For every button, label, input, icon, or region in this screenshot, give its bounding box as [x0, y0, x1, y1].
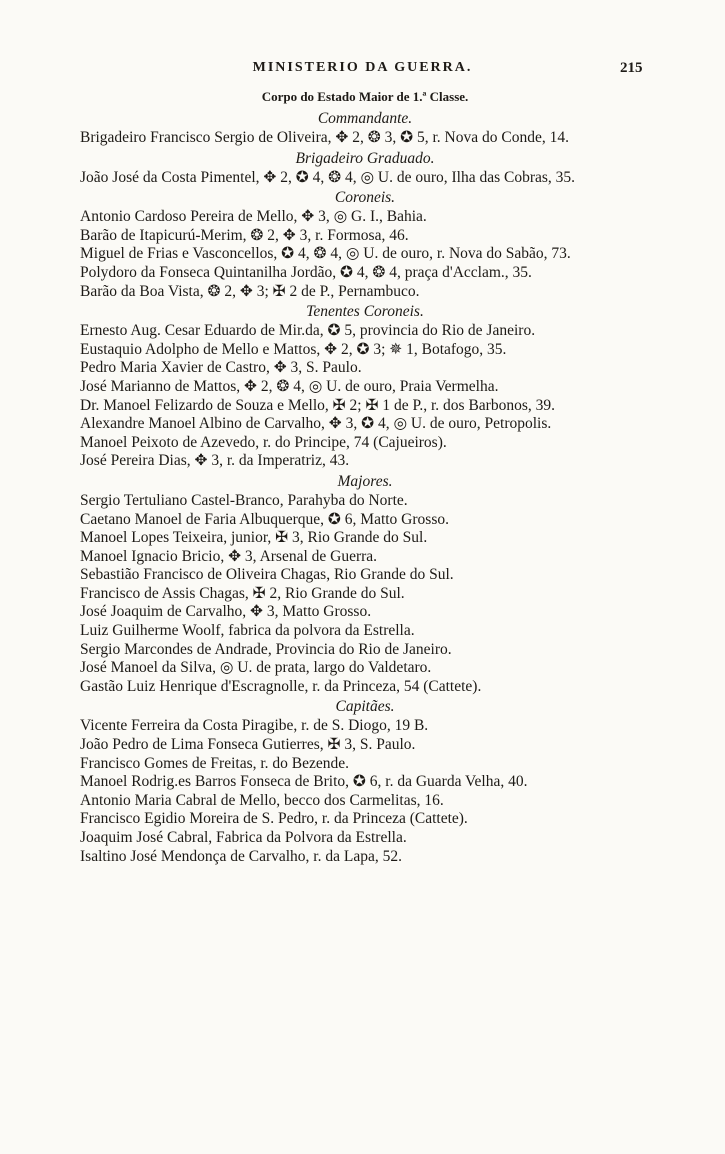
- officer-entry: Luiz Guilherme Woolf, fabrica da polvora da Estrella.: [80, 622, 415, 640]
- officer-entry: Polydoro da Fonseca Quintanilha Jordão, ✪ 4, ❂ 4, praça d'Acclam., 35.: [80, 263, 532, 281]
- officer-entry: Barão de Itapicurú-Merim, ❂ 2, ✥ 3, r. Formosa, 46.: [80, 226, 409, 244]
- officer-entry: João José da Costa Pimentel, ✥ 2, ✪ 4, ❂ 4, ◎ U. de ouro, Ilha das Cobras, 35.: [80, 168, 576, 186]
- officer-entry: Miguel de Frias e Vasconcellos, ✪ 4, ❂ 4, ◎ U. de ouro, r. Nova do Sabão, 73.: [80, 245, 571, 263]
- officer-entry: Brigadeiro Francisco Sergio de Oliveira, ✥ 2, ❂ 3, ✪ 5, r. Nova do Conde, 14.: [80, 129, 569, 146]
- officer-entry: José Joaquim de Carvalho, ✥ 3, Matto Grosso.: [80, 603, 372, 621]
- rank-heading: Tenentes Coroneis.: [306, 303, 424, 321]
- page-number: 215: [620, 60, 643, 76]
- officer-entry: Alexandre Manoel Albino de Carvalho, ✥ 3, ✪ 4, ◎ U. de ouro, Petropolis.: [80, 415, 552, 433]
- officer-entry: Manoel Rodrig.es Barros Fonseca de Brito, ✪ 6, r. da Guarda Velha, 40.: [80, 773, 528, 791]
- page-subtitle: Corpo do Estado Maior de 1.ª Classe.: [261, 89, 469, 104]
- rank-heading: Capitães.: [335, 698, 395, 716]
- officer-entry: Ernesto Aug. Cesar Eduardo de Mir.da, ✪ 5, provincia do Rio de Janeiro.: [80, 322, 536, 340]
- rank-heading: Coroneis.: [334, 189, 396, 207]
- officer-entry: Sebastião Francisco de Oliveira Chagas, Rio Grande do Sul.: [80, 566, 454, 584]
- rank-heading: Commandante.: [317, 110, 413, 127]
- officer-entry: Manoel Peixoto de Azevedo, r. do Principe, 74 (Cajueiros).: [80, 433, 447, 451]
- officer-entry: Caetano Manoel de Faria Albuquerque, ✪ 6, Matto Grosso.: [80, 510, 449, 528]
- page-header: [0, 60, 725, 82]
- officer-entry: Joaquim José Cabral, Fabrica da Polvora da Estrella.: [80, 829, 407, 846]
- officer-entry: José Marianno de Mattos, ✥ 2, ❂ 4, ◎ U. de ouro, Praia Vermelha.: [80, 377, 499, 395]
- officer-entry: Isaltino José Mendonça de Carvalho, r. da Lapa, 52.: [80, 847, 402, 865]
- officer-entry: Francisco Egidio Moreira de S. Pedro, r. da Princeza (Cattete).: [80, 810, 468, 828]
- running-title: MINISTERIO DA GUERRA.: [252, 60, 473, 75]
- officer-entry: Sergio Tertuliano Castel-Branco, Parahyba do Norte.: [80, 491, 408, 509]
- officer-entry: João Pedro de Lima Fonseca Gutierres, ✠ 3, S. Paulo.: [80, 736, 416, 754]
- officer-entry: Vicente Ferreira da Costa Piragibe, r. de S. Diogo, 19 B.: [80, 717, 429, 735]
- officer-entry: Francisco de Assis Chagas, ✠ 2, Rio Grande do Sul.: [80, 584, 405, 602]
- officer-entry: Eustaquio Adolpho de Mello e Mattos, ✥ 2, ✪ 3; ✵ 1, Botafogo, 35.: [80, 340, 507, 358]
- officer-entry: José Manoel da Silva, ◎ U. de prata, largo do Valdetaro.: [80, 659, 432, 677]
- officer-entry: Barão da Boa Vista, ❂ 2, ✥ 3; ✠ 2 de P., Pernambuco.: [80, 282, 420, 300]
- rank-heading: Brigadeiro Graduado.: [295, 149, 435, 167]
- officer-entry: Gastão Luiz Henrique d'Escragnolle, r. da Princeza, 54 (Cattete).: [80, 677, 482, 695]
- rank-heading: Majores.: [337, 472, 393, 490]
- officer-entry: Francisco Gomes de Freitas, r. do Bezende.: [80, 754, 350, 772]
- officer-entry: Sergio Marcondes de Andrade, Provincia do Rio de Janeiro.: [80, 640, 452, 658]
- page-body: [80, 86, 650, 866]
- officer-entry: Pedro Maria Xavier de Castro, ✥ 3, S. Paulo.: [80, 359, 362, 377]
- officer-entry: Manoel Ignacio Bricio, ✥ 3, Arsenal de Guerra.: [80, 547, 378, 565]
- officer-entry: Antonio Cardoso Pereira de Mello, ✥ 3, ◎ G. I., Bahia.: [80, 208, 427, 226]
- officer-entry: Manoel Lopes Teixeira, junior, ✠ 3, Rio Grande do Sul.: [80, 529, 428, 547]
- officer-entry: José Pereira Dias, ✥ 3, r. da Imperatriz, 43.: [80, 452, 350, 470]
- officer-entry: Antonio Maria Cabral de Mello, becco dos Carmelitas, 16.: [80, 791, 444, 809]
- officer-entry: Dr. Manoel Felizardo de Souza e Mello, ✠ 2; ✠ 1 de P., r. dos Barbonos, 39.: [80, 396, 555, 414]
